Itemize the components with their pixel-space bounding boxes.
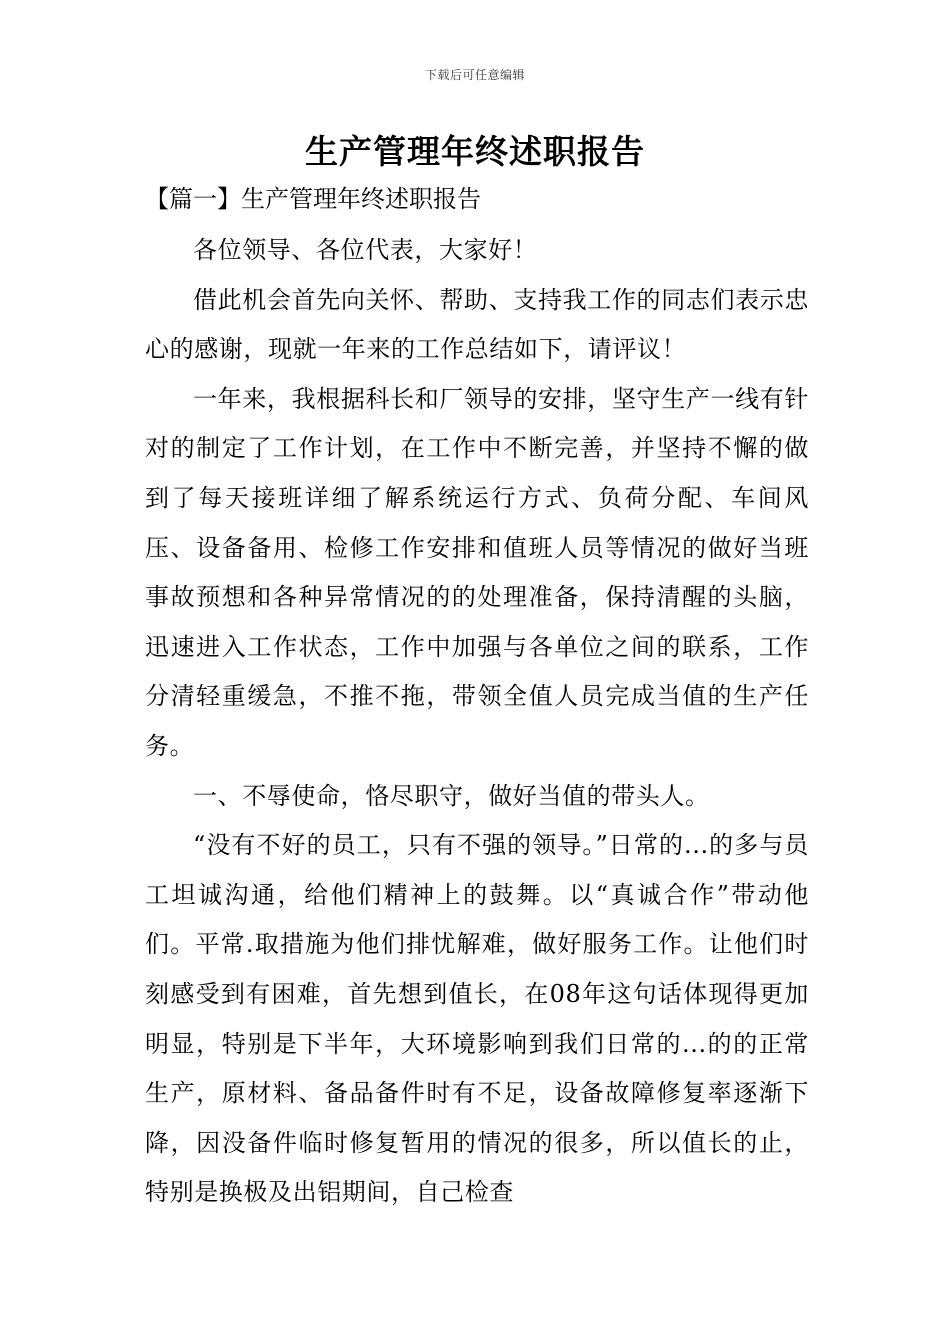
document-body [145,226,809,1218]
paragraph-work-summary: 一年来，我根据科长和厂领导的安排，坚守生产一线有针对的制定了工作计划，在工作中不断完善，并坚持不懈的做到了每天接班详细了解系统运行方式、负荷分配、车间风压、设备备用、检修工作安排和值班人员等情况的做好当班事故预想和各种异常情况的的处理准备，保持清醒的头脑，迅速进入工作状态，工作中加强与各单位之间的联系，工作分清轻重缓急，不推不拖，带领全值人员完成当值的生产任务。 [145,384,809,760]
section-heading: 【篇一】生产管理年终述职报告 [145,185,481,213]
page-header-note: 下载后可任意编辑 [424,68,525,82]
paragraph-subheading-one: 一、不辱使命，恪尽职守，做好当值的带头人。 [193,781,710,810]
paragraph-greeting: 各位领导、各位代表，大家好！ [193,236,538,264]
paragraph-thanks: 借此机会首先向关怀、帮助、支持我工作的同志们表示忠心的感谢，现就一年来的工作总结如下，请评议！ [145,285,809,364]
document-title: 生产管理年终述职报告 [305,132,645,171]
paragraph-leadership: “没有不好的员工，只有不强的领导。”日常的...的多与员工坦诚沟通，给他们精神上的鼓舞。以“真诚合作”带动他们。平常.取措施为他们排忧解难，做好服务工作。让他们时刻感受到有困难，首先想到值长，在08年这句话体现得更加明显，特别是下半年，大环境影响到我们日常的...的的正常生产，原材料、备品备件时有不足，设备故障修复率逐渐下降，因没备件临时修复暂用的情况的很多，所以值长的止，特别是换极及出铝期间，自己检查 [145,831,809,1207]
